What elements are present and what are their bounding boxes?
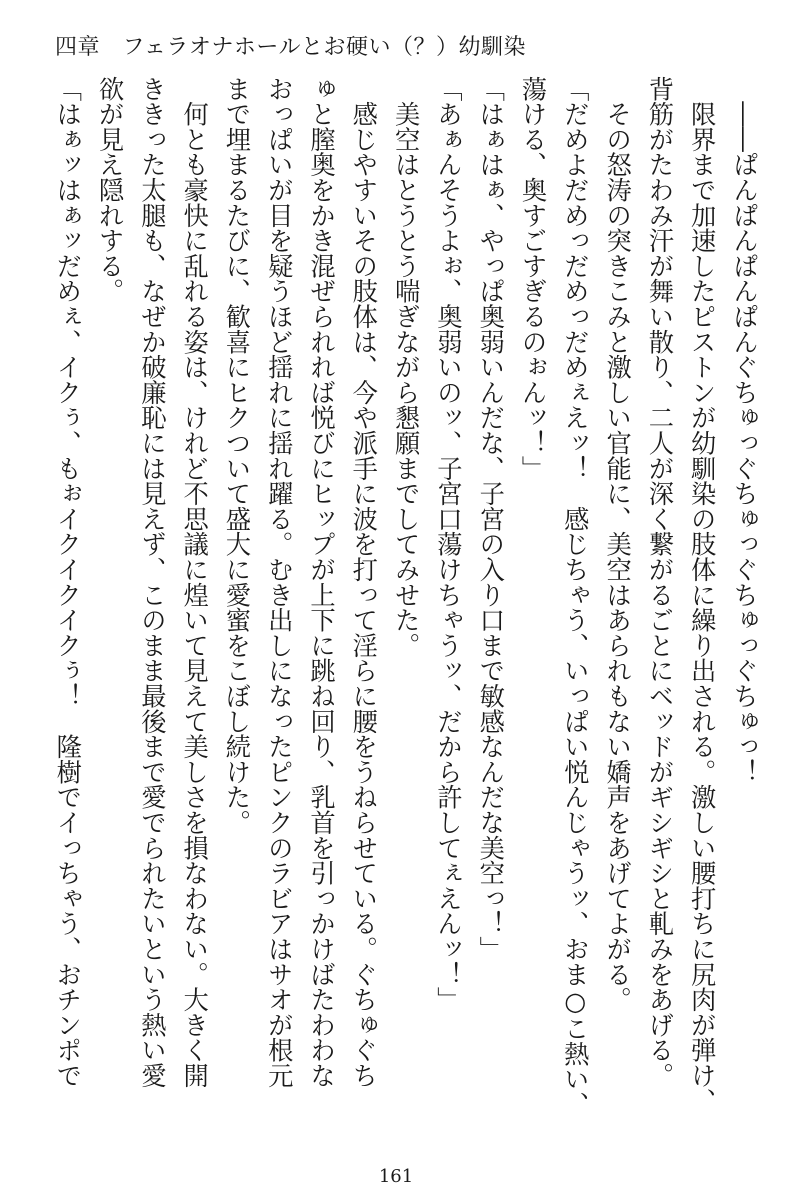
text-line: 美空はとうとう喘ぎながら懇願までしてみせた。 [391, 76, 421, 658]
page-number: 161 [378, 1166, 414, 1187]
text-line: 背筋がたわみ汗が舞い散り、二人が深く繋がるごとにベッドがギシギシと軋みをあげる。 [645, 76, 675, 1088]
text-line: その怒涛の突きこみと激しい官能に、美空はあられもない嬌声をあげてよがる。 [603, 76, 633, 1013]
text-line: ――ぱんぱんぱんぱんぐちゅっぐちゅっぐちゅっぐちゅっ！ [730, 76, 759, 785]
text-line: おっぱいが目を疑うほど揺れに揺れ躍る。むき出しになったピンクのラビアはサオが根元 [264, 76, 294, 1088]
vertical-body-text [45, 76, 765, 1136]
text-line: 蕩ける、奥すごすぎるのぉんッ！」 [518, 76, 548, 481]
chapter-running-header: 四章 フェラオナホールとお硬い（？）幼馴染 [55, 35, 526, 60]
text-line: 感じやすいその肢体は、今や派手に波を打って淫らに腰をうねらせている。ぐちゅぐち [349, 76, 379, 1088]
text-line: 限界まで加速したピストンが幼馴染の肢体に繰り出される。激しい腰打ちに尻肉が弾け、 [687, 76, 717, 1114]
text-line: 何とも豪快に乱れる姿は、けれど不思議に煌いて見えて美しさを損なわない。大きく開 [180, 76, 210, 1088]
text-line: ゅと膣奥をかき混ぜられれば悦びにヒップが上下に跳ね回り、乳首を引っかけばたわわな [307, 76, 337, 1088]
text-line: 「だめよだめっだめっだめぇえッ！ 感じちゃう、いっぱい悦んじゃうッ、おま○こ熱い、 [560, 76, 590, 1117]
text-line: 「はぁッはぁッだめぇ、イクぅ、もぉイクイクイクぅ！ 隆樹でイっちゃう、おチンポで [53, 76, 83, 1088]
text-line: ききった太腿も、なぜか破廉恥には見えず、このまま最後まで愛でられたいという熱い愛 [137, 76, 167, 1088]
text-line: まで埋まるたびに、歓喜にヒクついて盛大に愛蜜をこぼし続けた。 [222, 76, 252, 835]
text-line: 「はぁはぁ、やっぱ奥弱いんだな、子宮の入り口まで敏感なんだな美空っ！」 [476, 76, 506, 962]
text-line: 欲が見え隠れする。 [95, 76, 125, 304]
text-line: 「あぁんそうよぉ、奥弱いのッ、子宮口蕩けちゃうッ、だから許してぇえんッ！」 [433, 76, 463, 1013]
